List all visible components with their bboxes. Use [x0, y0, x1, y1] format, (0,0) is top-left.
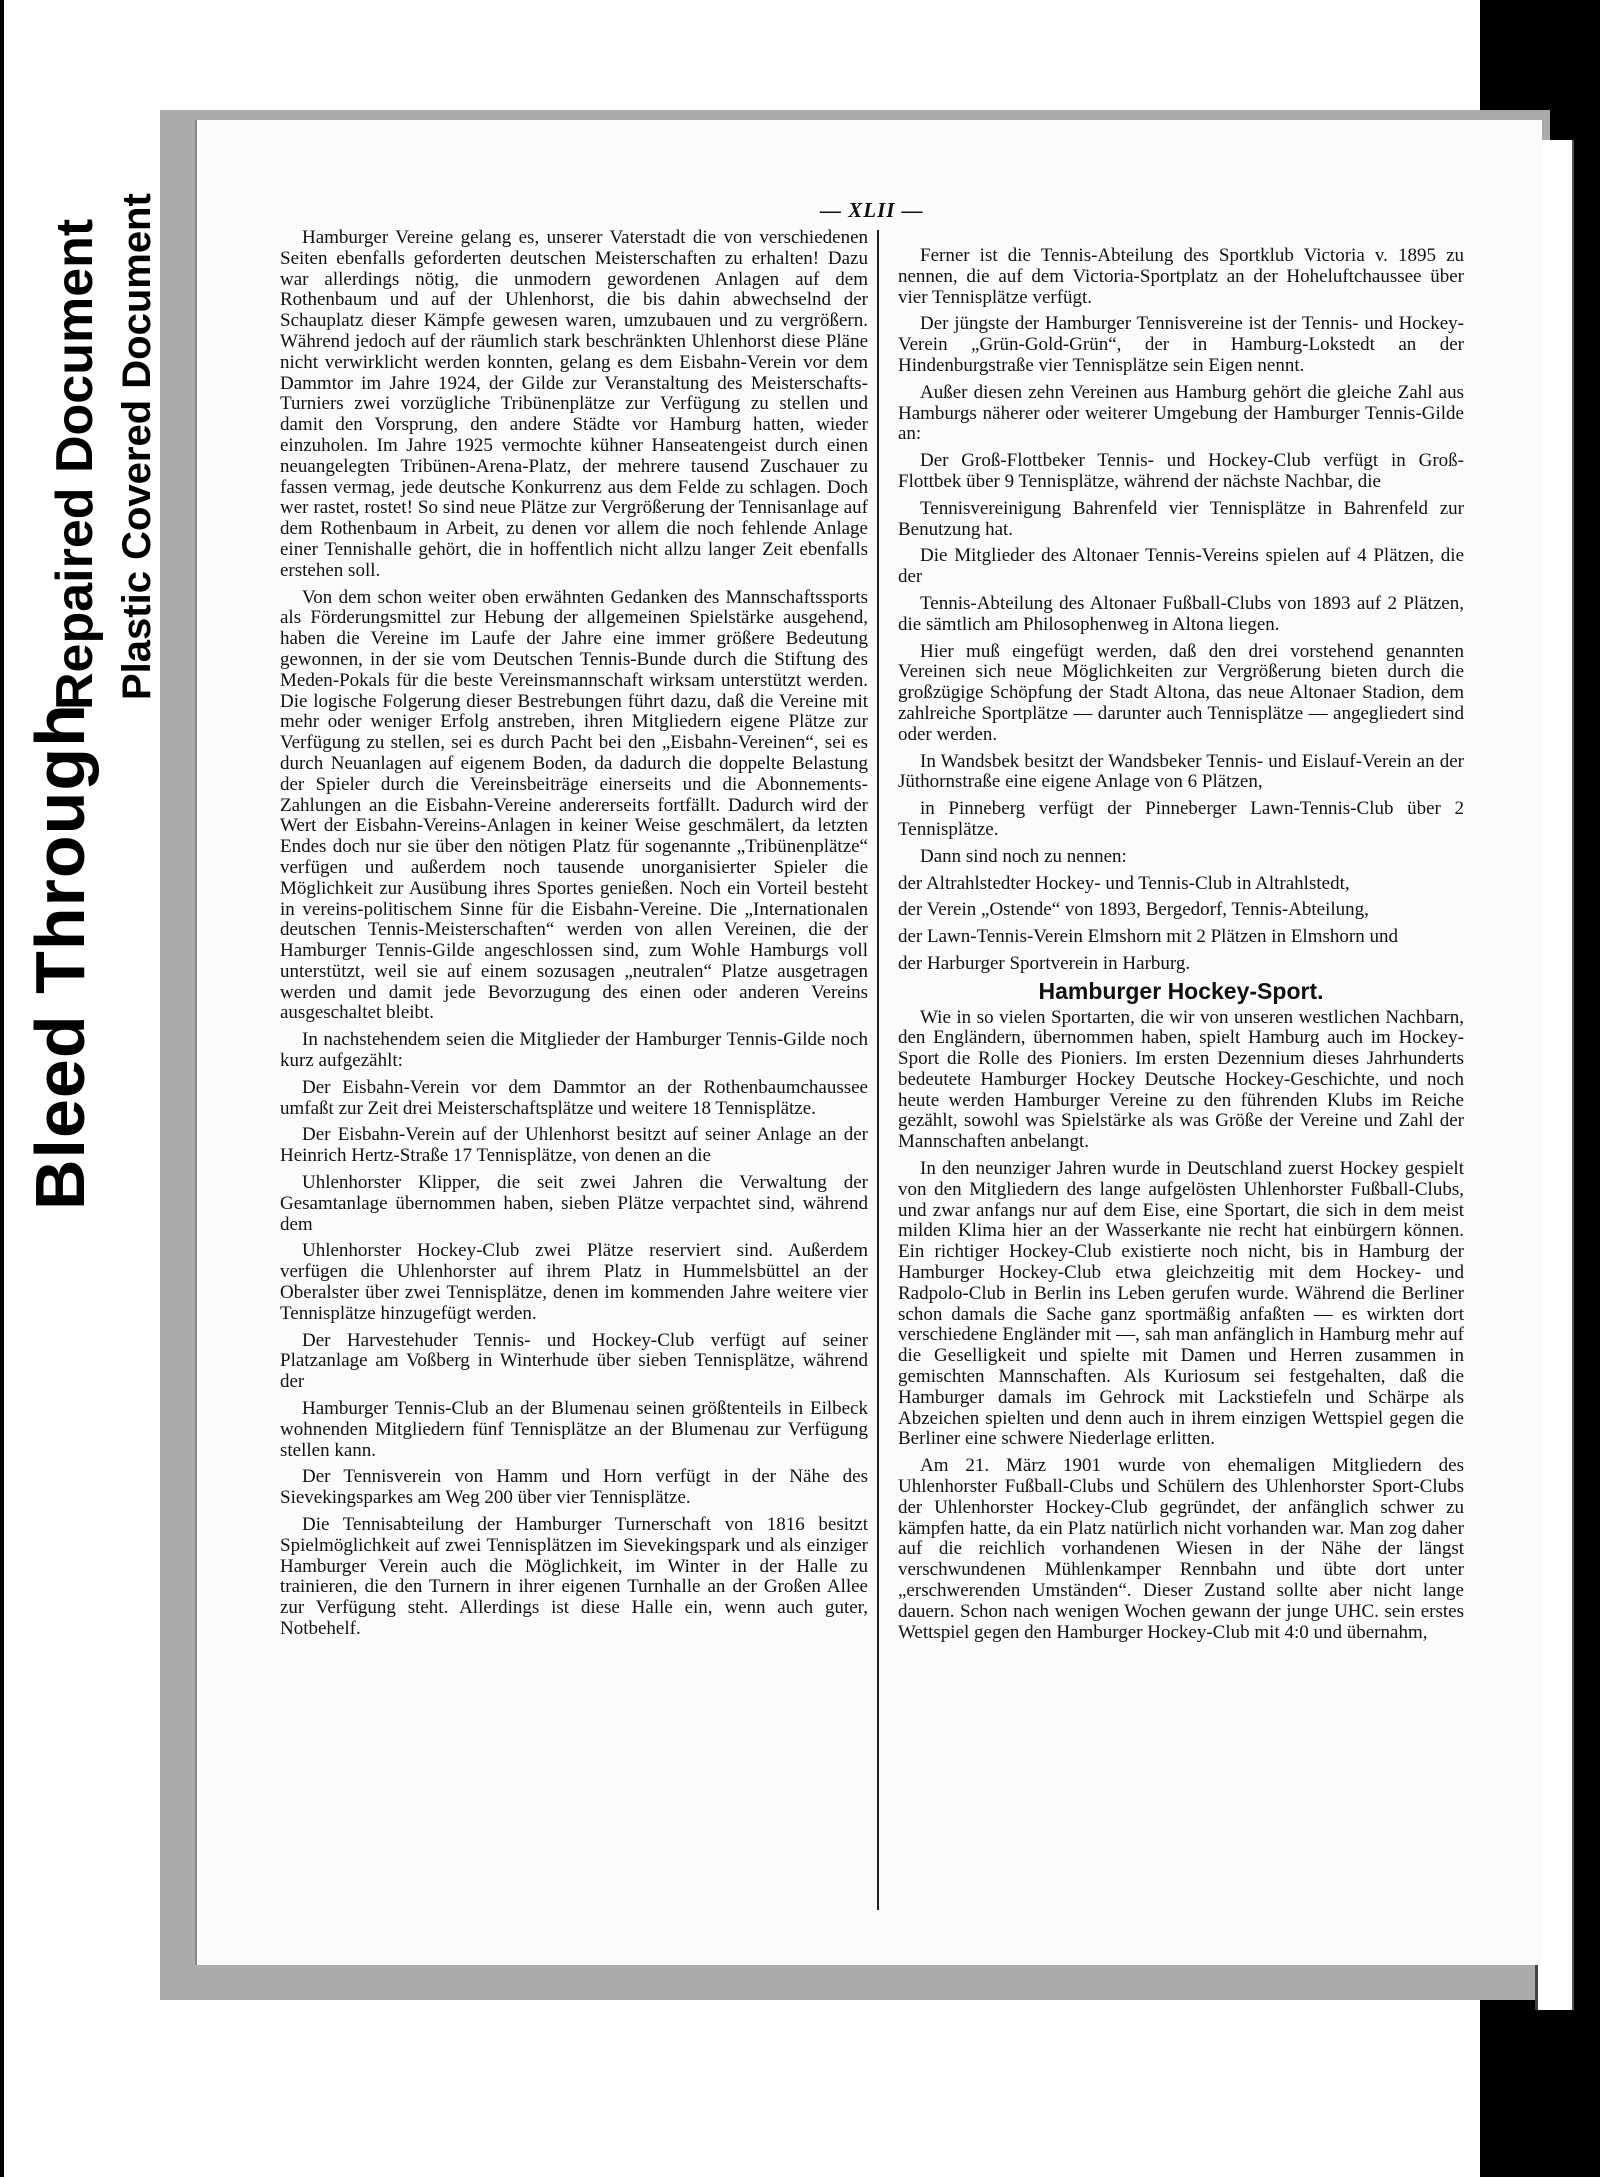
scan-left-border — [0, 0, 4, 2177]
list-item: der Verein „Ostende“ von 1893, Bergedorf, Tennis-Abteilung, — [898, 899, 1369, 921]
list-item: der Harburger Sportverein in Harburg. — [898, 952, 1191, 974]
paragraph: Der Eisbahn-Verein auf der Uhlenhorst besitzt auf seiner Anlage an der Heinrich Hertz-Straße 17 Tennisplätze, von denen an die — [280, 1124, 868, 1167]
section-heading: Hamburger Hockey-Sport. — [1038, 977, 1324, 1004]
left-column — [280, 228, 868, 1646]
paragraph: Der Eisbahn-Verein vor dem Dammtor an der Rothenbaumchaussee umfaßt zur Zeit drei Meisterschaftsplätze und weitere 18 Tennisplätze. — [280, 1076, 868, 1119]
paragraph: Hamburger Vereine gelang es, unserer Vaterstadt die von verschiedenen Seiten ebenfalls geforderten deutschen Meisterschaften zu erhalten! Dazu war allerdings nötig, die unmodern gewordenen Anlagen auf dem Rothenbaum und auf der Uhlenhorst, die bis dahin abwechselnd der Schauplatz dieser Kämpfe gewesen waren, umzubauen und zu vergrößern. Während jedoch auf der räumlich stark beschränkten Uhlenhorst diese Pläne nicht verwirklicht werden konnten, gelang es dem Eisbahn-Verein vor dem Dammtor im Jahre 1924, der Gilde zur Veranstaltung des Meisterschafts-Turniers zwei vorzügliche Tribünenplätze zur Verfügung zu stellen und damit den Vorsprung, den andere Städte vor Hamburg hatten, wieder einzuholen. Im Jahre 1925 vermochte kühner Hanseatengeist durch einen neuangelegten Tribünen-Arena-Platz, der mehrere tausend Zuschauer zu fassen vermag, jede deutsche Konkurrenz aus dem Felde zu schlagen. Doch wer rastet, rostet! So sind neue Plätze zur Vergrößerung der Tennisanlage auf dem Rothenbaum in Arbeit, zu denen vor allem die noch fehlende Anlage einer Tennishalle gehört, die in hoffentlich nicht allzu langer Zeit ebenfalls erstehen soll. — [280, 227, 868, 581]
paragraph: Die Mitglieder des Altonaer Tennis-Vereins spielen auf 4 Plätzen, die der — [898, 545, 1464, 588]
paragraph: Tennis-Abteilung des Altonaer Fußball-Clubs von 1893 auf 2 Plätzen, die sämtlich am Philosophenweg in Altona liegen. — [898, 592, 1464, 635]
paragraph: Uhlenhorster Hockey-Club zwei Plätze reserviert sind. Außerdem verfügen die Uhlenhorster auf ihrem Platz in Hummelsbüttel an der Oberalster über zwei Tennisplätze, denen im kommenden Jahre weitere vier Tennisplätze hinzugefügt werden. — [280, 1240, 868, 1324]
column-divider — [877, 230, 879, 1910]
right-column — [898, 246, 1464, 1649]
paragraph: Der jüngste der Hamburger Tennisvereine ist der Tennis- und Hockey-Verein „Grün-Gold-Grün“, der in Hamburg-Lokstedt an der Hindenburgstraße vier Tennisplätze sein Eigen nennt. — [898, 313, 1464, 376]
page-number: — XLII — — [820, 198, 924, 222]
paragraph: Der Tennisverein von Hamm und Horn verfügt in der Nähe des Sievekingsparkes am Weg 200 über vier Tennisplätze. — [280, 1466, 868, 1509]
paragraph: Tennisvereinigung Bahrenfeld vier Tennisplätze in Bahrenfeld zur Benutzung hat. — [898, 497, 1464, 540]
paragraph: Dann sind noch zu nennen: — [920, 845, 1127, 867]
list-item: der Altrahlstedter Hockey- und Tennis-Club in Altrahlstedt, — [898, 872, 1350, 894]
paragraph: In nachstehendem seien die Mitglieder der Hamburger Tennis-Gilde noch kurz aufgezählt: — [280, 1029, 868, 1072]
label-plastic-covered-document: Plastic Covered Document — [115, 193, 159, 700]
paragraph: Außer diesen zehn Vereinen aus Hamburg gehört die gleiche Zahl aus Hamburgs näherer oder weiterer Umgebung der Hamburger Tennis-Gilde an: — [898, 381, 1464, 445]
label-repaired-document: Repaired Document — [46, 218, 104, 710]
label-bleed-through: Bleed Through — [21, 703, 99, 1210]
paragraph: Hier muß eingefügt werden, daß den drei vorstehend genannten Vereinen sich neue Möglichkeiten zur Vergrößerung bieten durch die großzügige Schöpfung der Stadt Altona, das neue Altonaer Stadion, dem zahlreiche Sportplätze — darunter auch Tennisplätze — angegliedert sind oder werden. — [898, 640, 1464, 745]
paragraph: Der Groß-Flottbeker Tennis- und Hockey-Club verfügt in Groß-Flottbek über 9 Tennisplätze, während der nächste Nachbar, die — [898, 450, 1464, 492]
paragraph: Der Harvestehuder Tennis- und Hockey-Club verfügt auf seiner Platzanlage am Voßberg in Winterhude über sieben Tennisplätze, während der — [280, 1329, 868, 1393]
paragraph: Die Tennisabteilung der Hamburger Turnerschaft von 1816 besitzt Spielmöglichkeit auf zwei Tennisplätzen im Sievekingspark und als einziger Hamburger Verein auch die Möglichkeit, im Winter in der Halle zu trainieren, die den Turnern in ihrer eigenen Turnhalle an der Großen Allee zur Verfügung steht. Allerdings ist diese Halle ein, wenn auch guter, Notbehelf. — [280, 1514, 868, 1639]
paragraph: Wie in so vielen Sportarten, die wir von unseren westlichen Nachbarn, den Engländern, übernommen haben, spielt Hamburg auch im Hockey-Sport die Rolle des Pioniers. Im ersten Dezennium dieses Jahrhunderts bedeutete Hamburger Hockey Deutsche Hockey-Geschichte, und noch heute werden Hamburger Vereine zu den führenden Klubs im Reiche gezählt, sowohl was Spielstärke als was Größe der Vereine und Zahl der Mannschaften anbelangt. — [898, 1006, 1464, 1153]
paragraph: Uhlenhorster Klipper, die seit zwei Jahren die Verwaltung der Gesamtanlage übernommen haben, sieben Plätze verpachtet sind, während dem — [280, 1172, 868, 1235]
paragraph: In Wandsbek besitzt der Wandsbeker Tennis- und Eislauf-Verein an der Jüthornstraße eine eigene Anlage von 6 Plätzen, — [898, 750, 1464, 793]
paragraph: Ferner ist die Tennis-Abteilung des Sportklub Victoria v. 1895 zu nennen, die auf dem Victoria-Sportplatz an der Hoheluftchaussee über vier Tennisplätze verfügt. — [898, 245, 1464, 308]
paragraph: Hamburger Tennis-Club an der Blumenau seinen größtenteils in Eilbeck wohnenden Mitgliedern fünf Tennisplätze an der Blumenau zur Verfügung stellen kann. — [280, 1398, 868, 1461]
paragraph: In den neunziger Jahren wurde in Deutschland zuerst Hockey gespielt von den Mitgliedern des lange aufgelösten Uhlenhorster Fußball-Clubs, und zwar anfangs nur auf dem Eise, eine Sportart, die sich in dem meist milden Klima hier an der Wasserkante nie recht hat einbürgern können. Ein richtiger Hockey-Club existierte noch nicht, bis in Hamburg der Hamburger Hockey-Club etwa gleichzeitig mit dem Hockey- und Radpolo-Club in Berlin ins Leben gerufen wurde. Während die Berliner schon damals die Sache ganz sportmäßig anfaßten — es wirkten dort verschiedene Engländer mit —, sah man anfänglich in Hamburg mehr auf die Geselligkeit und spielte mit Damen und Herren zusammen in gemischten Mannschaften. Als Kuriosum sei festgehalten, daß die Hamburger damals im Gehrock mit Lackstiefeln und Schärpe als Abzeichen spielten und denn auch in ihrem einzigen Wettspiel gegen die Berliner eine schwere Niederlage erlitten. — [898, 1158, 1464, 1450]
paragraph: Am 21. März 1901 wurde von ehemaligen Mitgliedern des Uhlenhorster Fußball-Clubs und Schülern des Uhlenhorster Sport-Clubs der Uhlenhorster Hockey-Club gegründet, der anfänglich schwer zu kämpfen hatte, da ein Platz natürlich nicht vorhanden war. Man zog daher auf die reichlich vorhandenen Wiesen in der Nähe der längst verschwundenen Mühlenkamper Rennbahn und übte dort unter „erschwerenden Umständen“. Dieser Zustand sollte aber nicht lange dauern. Schon nach wenigen Wochen gewann der junge UHC. sein erstes Wettspiel gegen den Hamburger Hockey-Club mit 4:0 und übernahm, — [898, 1455, 1464, 1643]
paragraph: Von dem schon weiter oben erwähnten Gedanken des Mannschaftssports als Förderungsmittel zur Hebung der allgemeinen Spielstärke ausgehend, haben die Vereine im Laufe der Jahre eine immer größere Bedeutung gewonnen, in der sie vom Deutschen Tennis-Bunde durch die Stiftung des Meden-Pokals für die beste Vereinsmannschaft wirksam unterstützt werden. Die logische Folgerung dieser Bestrebungen führt dazu, daß die Vereine mit mehr oder weniger Erfolg anstreben, ihren Mitgliedern eigene Plätze zur Verfügung zu stellen, sei es durch Pacht bei den „Eisbahn-Vereinen“, sei es durch Neuanlagen auf eigenem Boden, da dadurch die doppelte Belastung der Spieler durch die Vereinsbeiträge einerseits und die Abonnements-Zahlungen an die Eisbahn-Vereine andererseits fortfällt. Dadurch wird der Wert der Eisbahn-Vereins-Anlagen in keiner Weise geschmälert, da letzten Endes doch nur sie über den nötigen Platz für sogenannte „Tribünenplätze“ verfügen und außerdem noch tausende unorganisierter Spieler die Möglichkeit zur Ausübung ihres Sportes genießen. Noch ein Vorteil besteht in vereins-politischem Sinne für die Eisbahn-Vereine. Die „Internationalen deutschen Tennis-Meisterschaften“ werden von allen Vereinen, die der Hamburger Tennis-Gilde angeschlossen sind, zum Wohle Hamburgs voll unterstützt, weil sie auf einem sozusagen „neutralen“ Platze ausgetragen werden und damit jede Bevorzugung des einen oder anderen Vereins ausgeschaltet bleibt. — [280, 586, 868, 1024]
list-item: der Lawn-Tennis-Verein Elmshorn mit 2 Plätzen in Elmshorn und — [898, 926, 1398, 948]
paragraph: in Pinneberg verfügt der Pinneberger Lawn-Tennis-Club über 2 Tennisplätze. — [898, 798, 1464, 840]
